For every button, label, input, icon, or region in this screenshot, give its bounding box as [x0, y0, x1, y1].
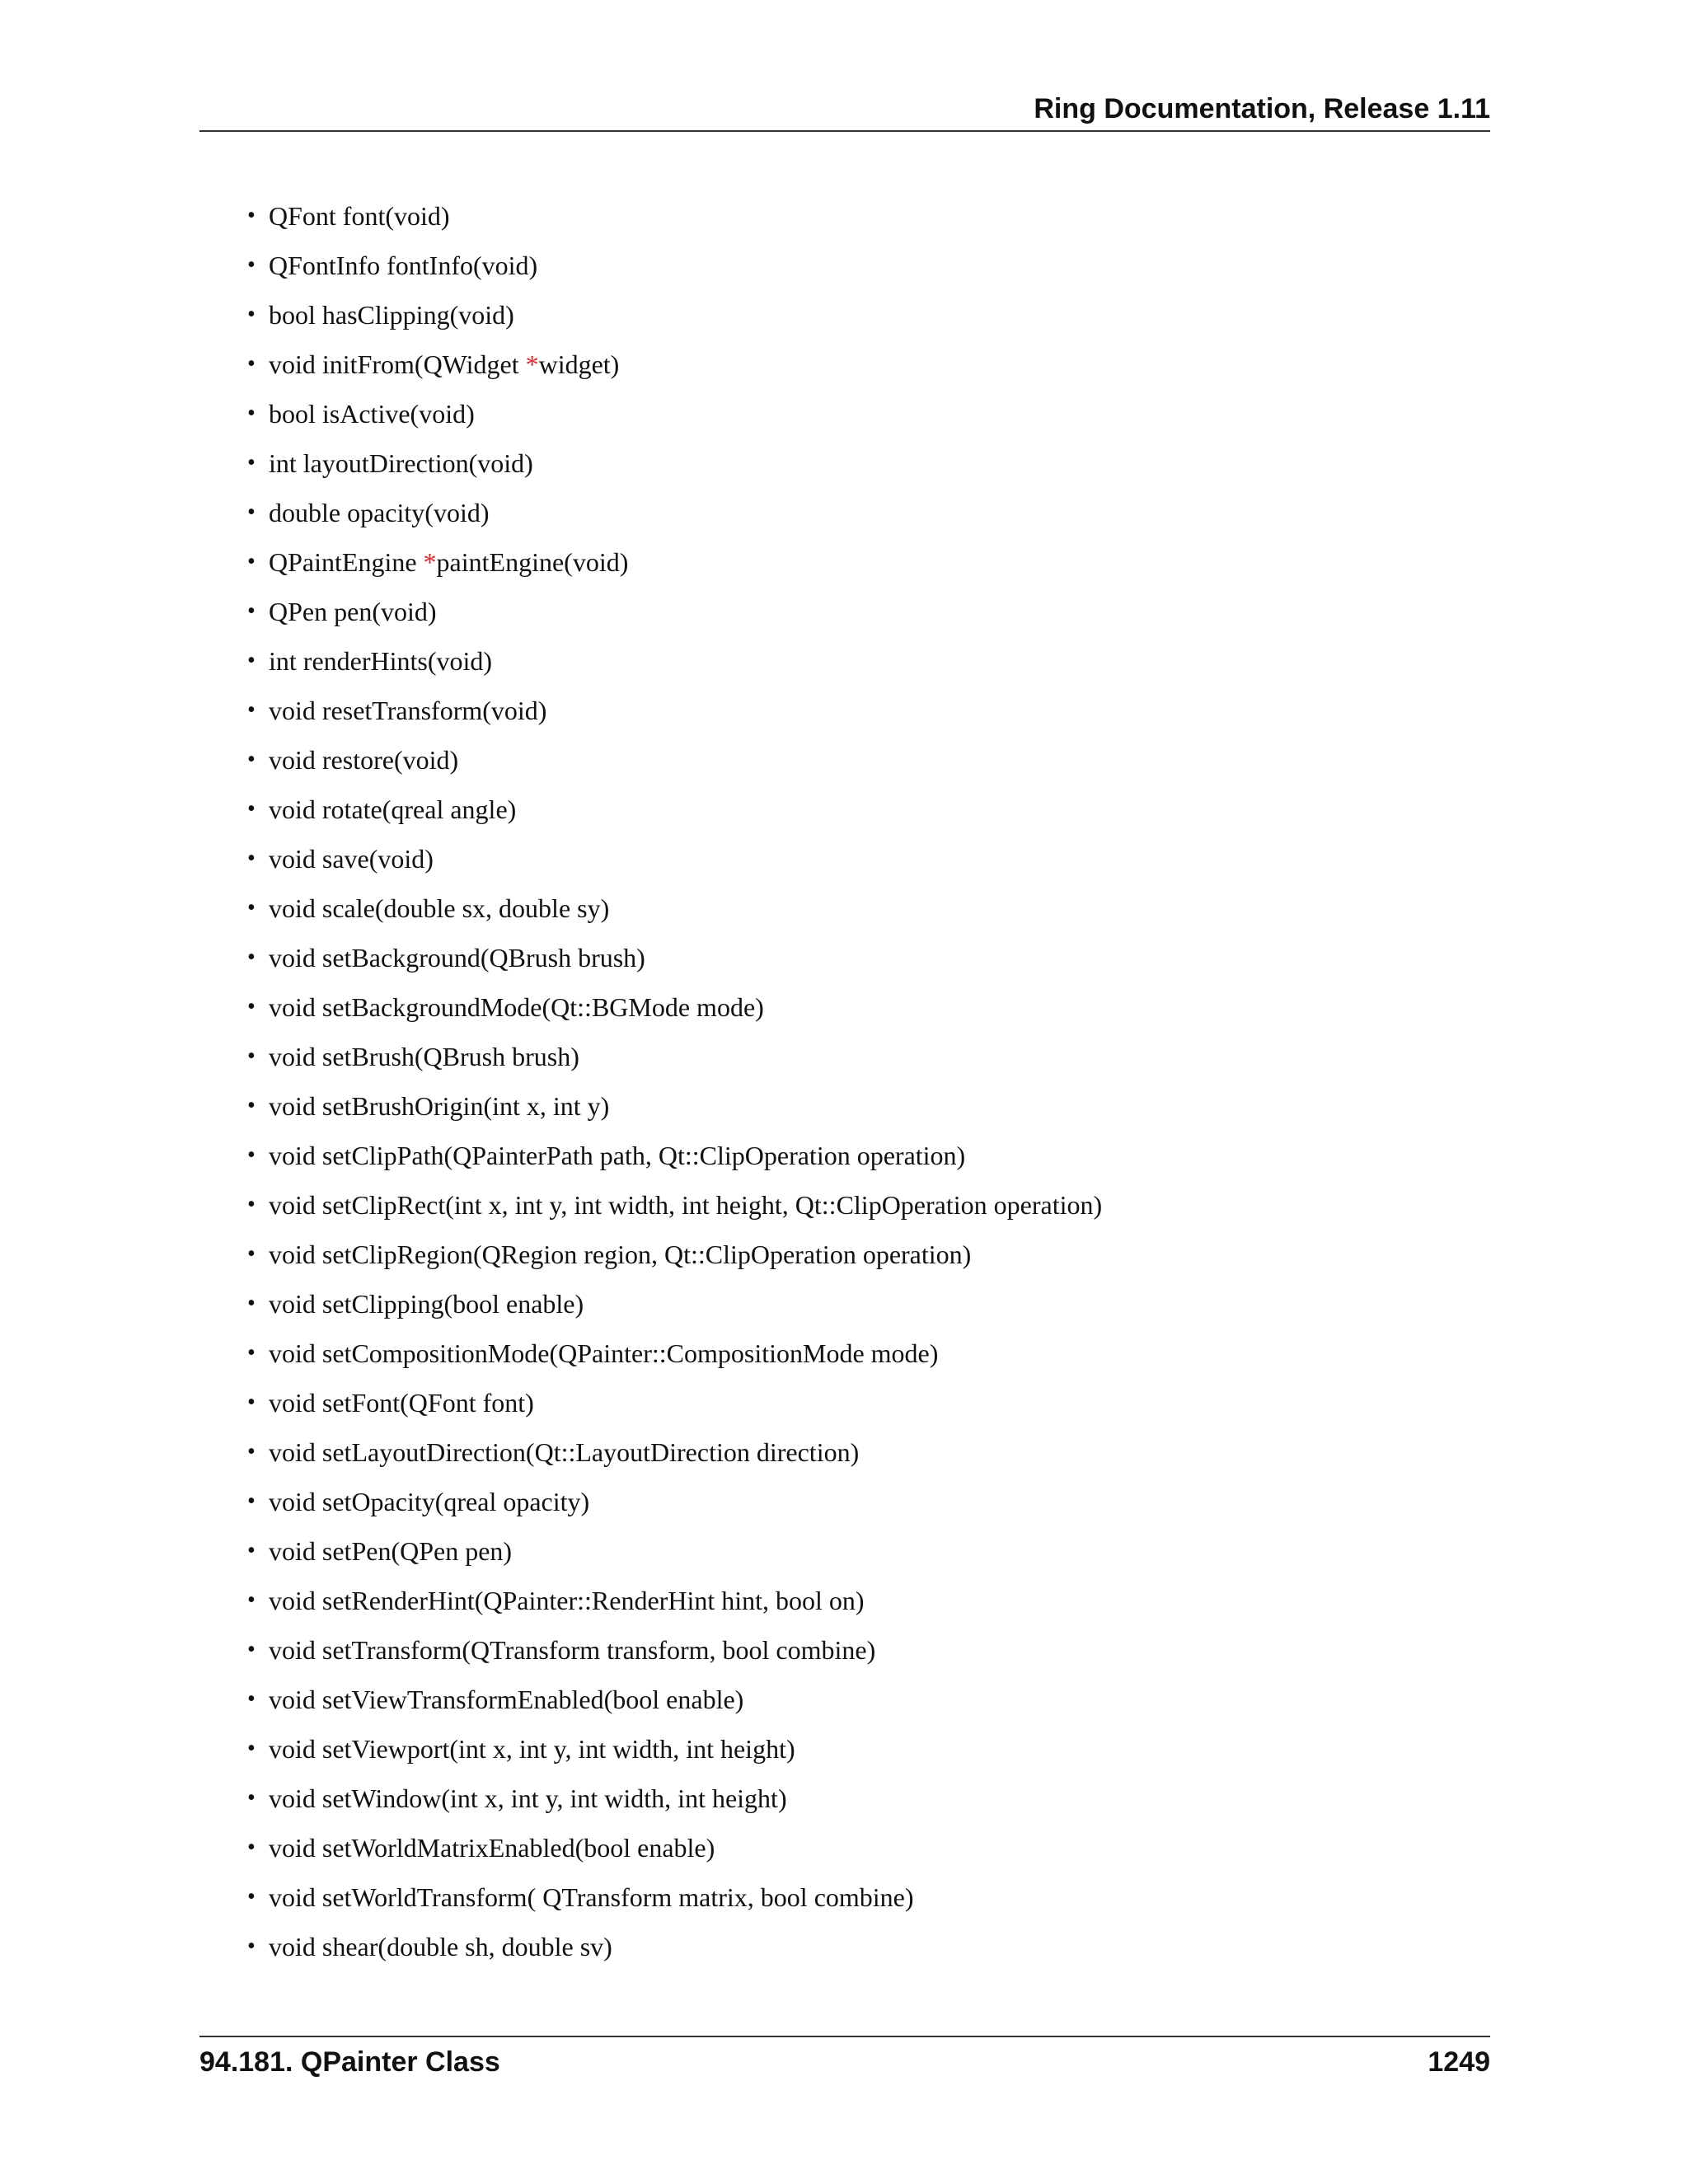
- method-item: [247, 1333, 1102, 1383]
- method-item: [247, 1086, 1102, 1136]
- method-item: [247, 1581, 1102, 1630]
- method-item: [247, 987, 1102, 1037]
- page-header: [199, 92, 1490, 132]
- method-signature: void setBackground(QBrush brush): [269, 943, 645, 972]
- method-signature: bool hasClipping(void): [269, 300, 514, 330]
- method-signature: QPen pen(void): [269, 597, 437, 626]
- pointer-asterisk: *: [525, 349, 539, 379]
- method-signature: void restore(void): [269, 745, 459, 775]
- method-signature: void setOpacity(qreal opacity): [269, 1487, 590, 1516]
- method-item: [247, 1531, 1102, 1581]
- method-item: [247, 1136, 1102, 1185]
- method-signature: void setCompositionMode(QPainter::CompositionMode mode): [269, 1338, 939, 1368]
- method-signature: void setBrush(QBrush brush): [269, 1042, 579, 1071]
- method-signature: double opacity(void): [269, 498, 490, 527]
- page-number: 1249: [1428, 2046, 1490, 2078]
- method-signature: void setWorldMatrixEnabled(bool enable): [269, 1833, 715, 1863]
- method-item: [247, 1037, 1102, 1086]
- method-signature: void setClipping(bool enable): [269, 1289, 584, 1319]
- method-signature: void setPen(QPen pen): [269, 1536, 513, 1566]
- method-signature: QFontInfo fontInfo(void): [269, 251, 538, 280]
- method-signature: void save(void): [269, 844, 434, 874]
- method-signature: void setClipRegion(QRegion region, Qt::ClipOperation operation): [269, 1240, 972, 1269]
- method-signature: void setWorldTransform( QTransform matrix, bool combine): [269, 1882, 914, 1912]
- method-item: [247, 691, 1102, 740]
- method-signature: void setRenderHint(QPainter::RenderHint hint, bool on): [269, 1586, 865, 1615]
- method-item: [247, 938, 1102, 987]
- method-item: [247, 493, 1102, 542]
- method-item: [247, 1729, 1102, 1779]
- section-title: 94.181. QPainter Class: [199, 2046, 500, 2078]
- method-list: [247, 196, 1102, 1976]
- method-item: [247, 1779, 1102, 1828]
- method-signature: void initFrom(QWidget: [269, 349, 526, 379]
- method-signature: QFont font(void): [269, 201, 450, 231]
- method-item: [247, 888, 1102, 938]
- method-signature: void setTransform(QTransform transform, bool combine): [269, 1635, 876, 1665]
- method-signature: void setViewTransformEnabled(bool enable): [269, 1685, 744, 1714]
- method-item: [247, 1235, 1102, 1284]
- method-item: [247, 1185, 1102, 1235]
- method-item: [247, 1680, 1102, 1729]
- method-item: [247, 592, 1102, 641]
- method-signature: void setLayoutDirection(Qt::LayoutDirection direction): [269, 1437, 860, 1467]
- method-item: [247, 1383, 1102, 1432]
- method-signature: void setClipPath(QPainterPath path, Qt::ClipOperation operation): [269, 1141, 966, 1170]
- pointer-asterisk: *: [423, 547, 437, 577]
- method-signature: void scale(double sx, double sy): [269, 893, 610, 923]
- method-signature: bool isActive(void): [269, 399, 475, 429]
- method-signature: void setBrushOrigin(int x, int y): [269, 1091, 610, 1121]
- method-signature-rest: widget): [538, 349, 620, 379]
- method-signature: void setBackgroundMode(Qt::BGMode mode): [269, 992, 764, 1022]
- method-signature: void resetTransform(void): [269, 696, 547, 725]
- method-item: [247, 196, 1102, 246]
- method-item: [247, 1828, 1102, 1877]
- method-item: [247, 394, 1102, 443]
- method-item: [247, 246, 1102, 295]
- method-signature: int layoutDirection(void): [269, 448, 533, 478]
- method-item: [247, 1482, 1102, 1531]
- method-item: [247, 839, 1102, 888]
- method-item: [247, 1877, 1102, 1927]
- method-signature: void setViewport(int x, int y, int width, int height): [269, 1734, 795, 1764]
- method-signature: void setFont(QFont font): [269, 1388, 534, 1418]
- method-signature: void shear(double sh, double sv): [269, 1932, 612, 1961]
- method-item: [247, 740, 1102, 790]
- method-item: [247, 1927, 1102, 1976]
- method-item: [247, 1432, 1102, 1482]
- method-signature: void setWindow(int x, int y, int width, int height): [269, 1783, 787, 1813]
- method-item: [247, 443, 1102, 493]
- method-item: [247, 641, 1102, 691]
- document-title: Ring Documentation, Release 1.11: [1034, 93, 1490, 124]
- method-item: [247, 542, 1102, 592]
- method-item: [247, 1284, 1102, 1333]
- method-signature: int renderHints(void): [269, 646, 493, 676]
- page-footer: [199, 2036, 1490, 2079]
- method-signature: void rotate(qreal angle): [269, 794, 517, 824]
- method-signature: QPaintEngine: [269, 547, 424, 577]
- method-signature-rest: paintEngine(void): [436, 547, 629, 577]
- method-item: [247, 295, 1102, 344]
- method-item: [247, 344, 1102, 394]
- method-item: [247, 1630, 1102, 1680]
- method-signature: void setClipRect(int x, int y, int width, int height, Qt::ClipOperation operation): [269, 1190, 1103, 1220]
- method-item: [247, 790, 1102, 839]
